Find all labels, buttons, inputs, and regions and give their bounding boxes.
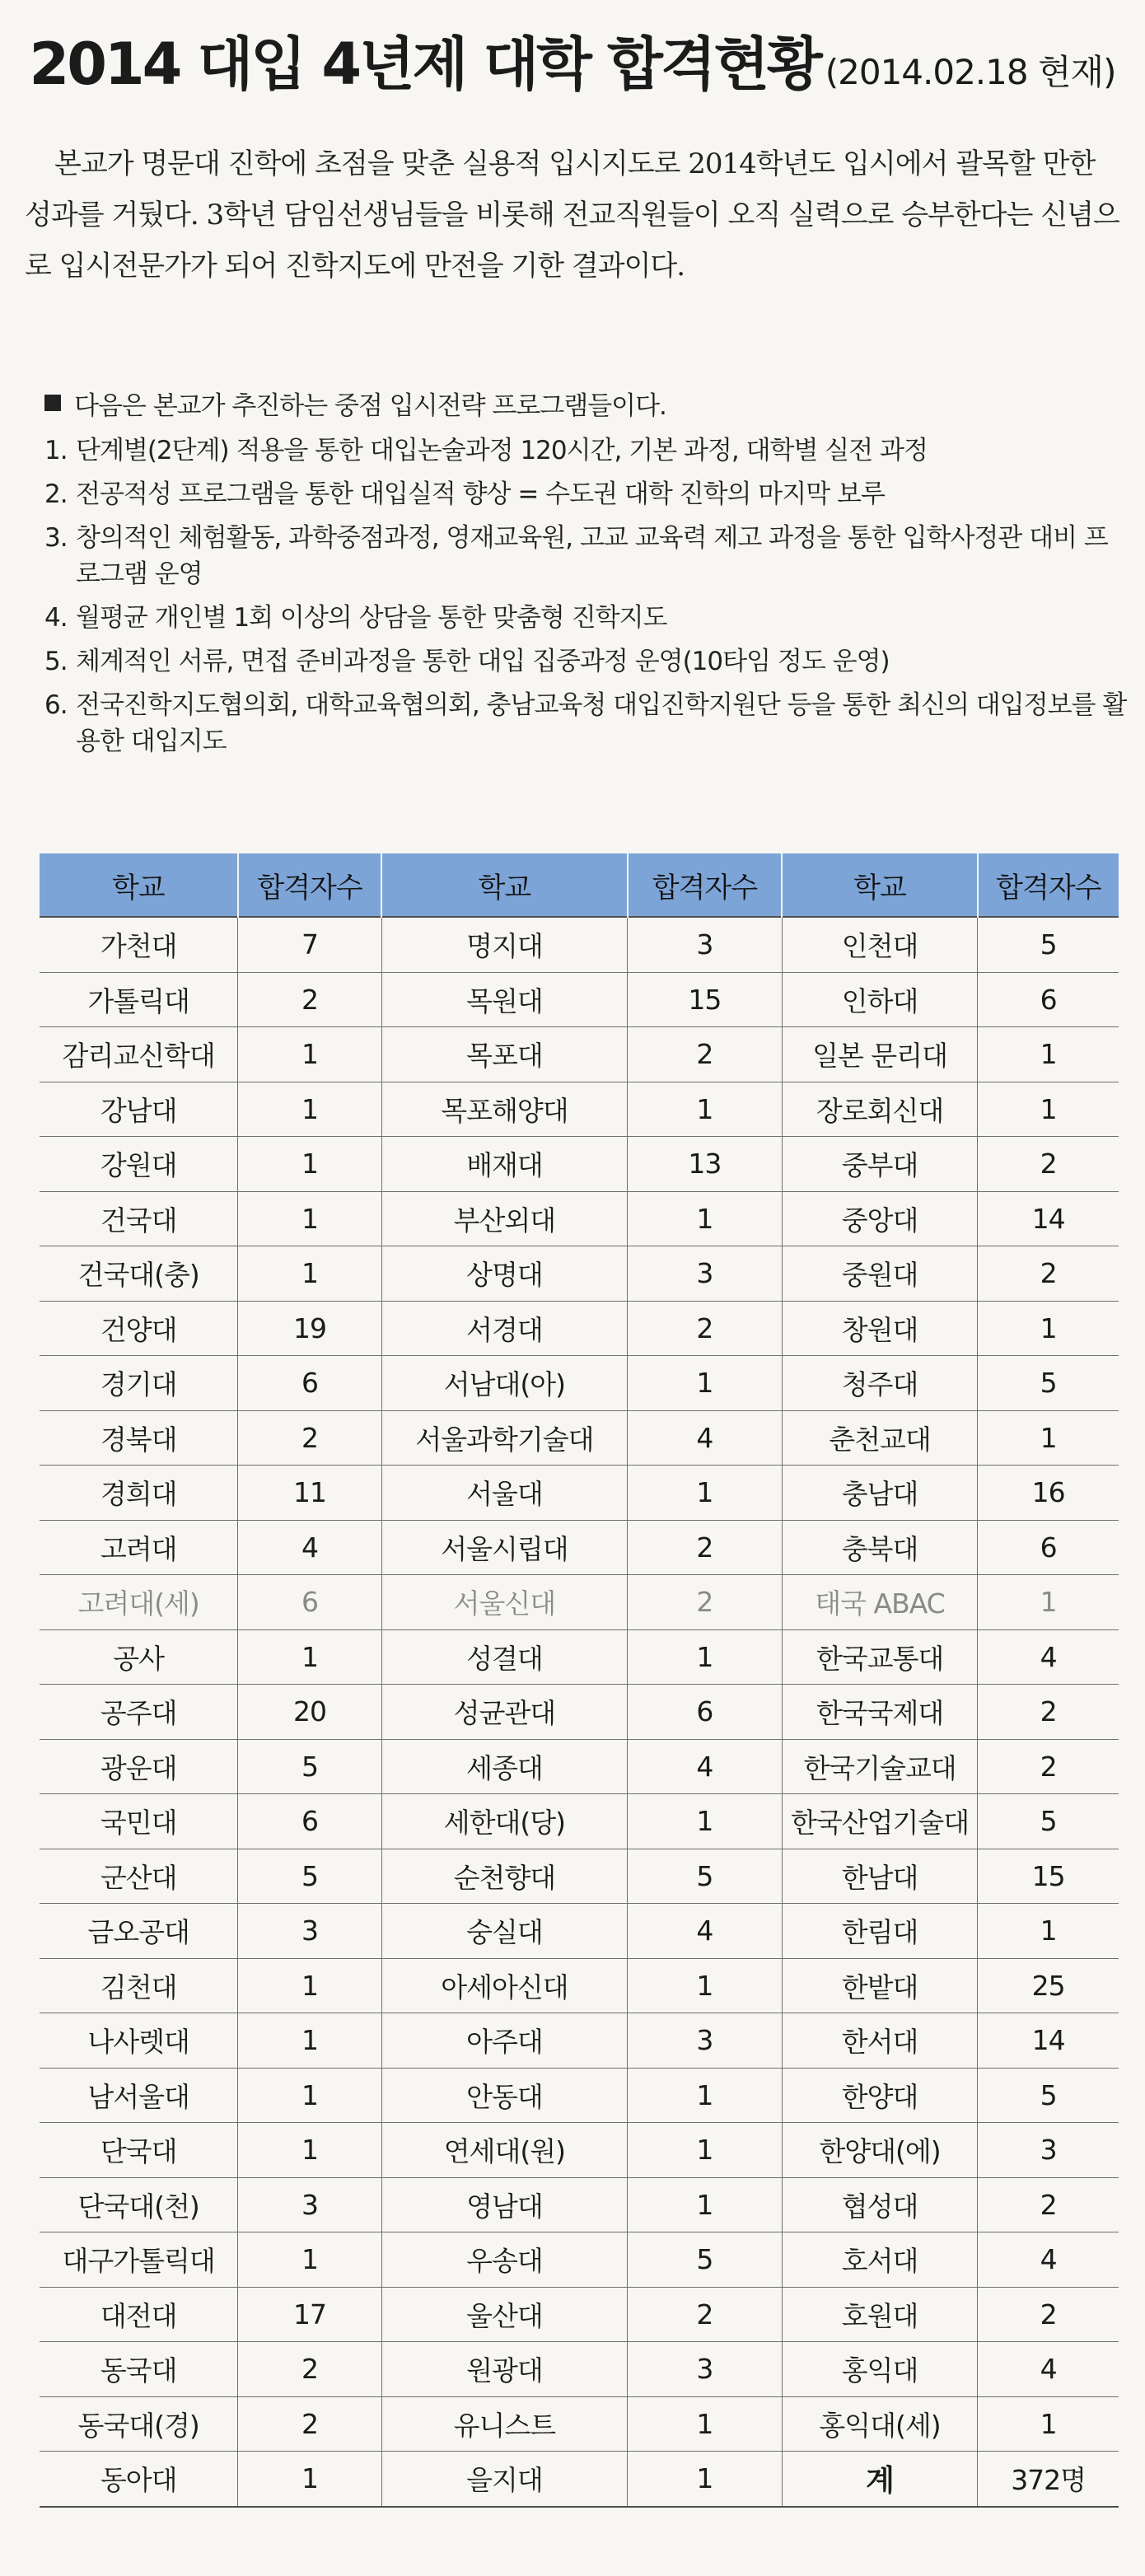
count-cell: 16 (978, 1466, 1119, 1521)
title-main: 2014 대입 4년제 대학 합격현황 (29, 30, 820, 98)
school-cell: 성결대 (381, 1629, 627, 1685)
count-cell: 1 (628, 1356, 783, 1411)
school-cell: 감리교신학대 (40, 1027, 238, 1082)
admissions-table (40, 853, 1119, 2508)
table-row (40, 1575, 1119, 1630)
count-cell: 2 (978, 1685, 1119, 1740)
table-row (40, 1520, 1119, 1575)
school-cell: 경기대 (40, 1356, 238, 1411)
school-cell: 국민대 (40, 1794, 238, 1849)
table-row (40, 2287, 1119, 2342)
count-cell: 4 (978, 2342, 1119, 2397)
title-date: (2014.02.18 현재) (825, 52, 1116, 92)
school-cell: 공주대 (40, 1685, 238, 1740)
school-cell: 대전대 (40, 2287, 238, 2342)
count-cell: 2 (628, 1027, 783, 1082)
program-number: 4. (44, 603, 68, 633)
count-cell: 2 (978, 1246, 1119, 1302)
school-cell: 강남대 (40, 1082, 238, 1137)
school-cell: 호서대 (782, 2232, 977, 2288)
admissions-table-wrap (40, 853, 1119, 2508)
school-cell: 목원대 (381, 972, 627, 1027)
school-cell: 일본 문리대 (782, 1027, 977, 1082)
table-row (40, 1849, 1119, 1904)
school-cell: 안동대 (381, 2068, 627, 2123)
school-cell: 단국대 (40, 2123, 238, 2178)
table-row (40, 1301, 1119, 1356)
count-cell: 5 (628, 1849, 783, 1904)
school-cell: 한국교통대 (782, 1629, 977, 1685)
count-cell: 5 (978, 2068, 1119, 2123)
school-cell: 고려대(세) (40, 1575, 238, 1630)
school-cell: 원광대 (381, 2342, 627, 2397)
page-title (0, 18, 1145, 115)
count-cell: 3 (628, 2342, 783, 2397)
program-item (44, 476, 1128, 512)
count-cell: 1 (628, 2177, 783, 2232)
table-row (40, 1739, 1119, 1794)
program-item (44, 432, 1128, 469)
count-cell: 5 (628, 2232, 783, 2288)
school-cell: 대구가톨릭대 (40, 2232, 238, 2288)
school-cell: 호원대 (782, 2287, 977, 2342)
count-cell: 2 (238, 2342, 382, 2397)
count-cell: 3 (238, 2177, 382, 2232)
count-cell: 15 (978, 1849, 1119, 1904)
program-number: 5. (44, 647, 68, 676)
col-header-school: 학교 (40, 853, 238, 917)
count-cell: 2 (238, 2396, 382, 2452)
school-cell: 장로회신대 (782, 1082, 977, 1137)
school-cell: 단국대(천) (40, 2177, 238, 2232)
school-cell: 서경대 (381, 1301, 627, 1356)
count-cell: 1 (238, 1191, 382, 1246)
table-row (40, 1904, 1119, 1959)
school-cell: 건국대(충) (40, 1246, 238, 1302)
school-cell: 부산외대 (381, 1191, 627, 1246)
program-text: 창의적인 체험활동, 과학중점과정, 영재교육원, 고교 교육력 제고 과정을 통한 입학사정관 대비 프로그램 운영 (76, 523, 1108, 589)
school-cell: 연세대(원) (381, 2123, 627, 2178)
table-row (40, 2232, 1119, 2288)
count-cell: 1 (978, 1575, 1119, 1630)
school-cell: 한국국제대 (782, 1685, 977, 1740)
school-cell: 강원대 (40, 1137, 238, 1192)
school-cell: 건국대 (40, 1191, 238, 1246)
count-cell: 1 (978, 1027, 1119, 1082)
col-header-count: 합격자수 (238, 853, 382, 917)
school-cell: 순천향대 (381, 1849, 627, 1904)
school-cell: 춘천교대 (782, 1410, 977, 1466)
count-cell: 3 (628, 917, 783, 972)
count-cell: 3 (978, 2123, 1119, 2178)
count-cell: 1 (238, 2123, 382, 2178)
count-cell: 372명 (978, 2452, 1119, 2507)
school-cell: 한밭대 (782, 1958, 977, 2013)
table-row (40, 1082, 1119, 1137)
count-cell: 7 (238, 917, 382, 972)
school-cell: 울산대 (381, 2287, 627, 2342)
program-text: 전공적성 프로그램을 통한 대입실적 향상 = 수도권 대학 진학의 마지막 보루 (76, 479, 885, 509)
count-cell: 2 (628, 1301, 783, 1356)
table-row (40, 1027, 1119, 1082)
count-cell: 1 (238, 1958, 382, 2013)
count-cell: 4 (238, 1520, 382, 1575)
count-cell: 1 (238, 2013, 382, 2069)
school-cell: 계 (782, 2452, 977, 2507)
table-row (40, 1958, 1119, 2013)
school-cell: 한양대(에) (782, 2123, 977, 2178)
school-cell: 김천대 (40, 1958, 238, 2013)
school-cell: 남서울대 (40, 2068, 238, 2123)
count-cell: 1 (978, 1301, 1119, 1356)
school-cell: 고려대 (40, 1520, 238, 1575)
program-item (44, 643, 1128, 680)
count-cell: 17 (238, 2287, 382, 2342)
school-cell: 한양대 (782, 2068, 977, 2123)
program-item (44, 687, 1128, 760)
count-cell: 1 (238, 1137, 382, 1192)
program-text: 체계적인 서류, 면접 준비과정을 통한 대입 집중과정 운영(10타임 정도 운영) (76, 647, 890, 676)
count-cell: 25 (978, 1958, 1119, 2013)
col-header-count: 합격자수 (978, 853, 1119, 917)
program-number: 6. (44, 690, 68, 720)
school-cell: 협성대 (782, 2177, 977, 2232)
col-header-count: 합격자수 (628, 853, 783, 917)
count-cell: 2 (628, 1575, 783, 1630)
school-cell: 동국대(경) (40, 2396, 238, 2452)
count-cell: 2 (238, 972, 382, 1027)
count-cell: 13 (628, 1137, 783, 1192)
school-cell: 서울대 (381, 1466, 627, 1521)
table-row (40, 1685, 1119, 1740)
school-cell: 금오공대 (40, 1904, 238, 1959)
col-header-school: 학교 (381, 853, 627, 917)
count-cell: 5 (238, 1849, 382, 1904)
school-cell: 건양대 (40, 1301, 238, 1356)
count-cell: 2 (978, 1137, 1119, 1192)
count-cell: 20 (238, 1685, 382, 1740)
table-row (40, 1794, 1119, 1849)
program-item (44, 600, 1128, 636)
count-cell: 1 (628, 1191, 783, 1246)
school-cell: 아주대 (381, 2013, 627, 2069)
program-number: 3. (44, 523, 68, 553)
count-cell: 1 (238, 1246, 382, 1302)
program-number: 2. (44, 479, 68, 509)
count-cell: 5 (978, 1794, 1119, 1849)
school-cell: 창원대 (782, 1301, 977, 1356)
count-cell: 1 (238, 2232, 382, 2288)
count-cell: 1 (628, 2452, 783, 2507)
table-row (40, 972, 1119, 1027)
school-cell: 한남대 (782, 1849, 977, 1904)
table-row (40, 1246, 1119, 1302)
count-cell: 3 (628, 2013, 783, 2069)
school-cell: 숭실대 (381, 1904, 627, 1959)
count-cell: 3 (238, 1904, 382, 1959)
square-bullet-icon (44, 395, 61, 411)
school-cell: 한국산업기술대 (782, 1794, 977, 1849)
school-cell: 아세아신대 (381, 1958, 627, 2013)
count-cell: 1 (628, 2396, 783, 2452)
school-cell: 중원대 (782, 1246, 977, 1302)
count-cell: 2 (628, 2287, 783, 2342)
school-cell: 충북대 (782, 1520, 977, 1575)
school-cell: 가천대 (40, 917, 238, 972)
school-cell: 공사 (40, 1629, 238, 1685)
school-cell: 영남대 (381, 2177, 627, 2232)
count-cell: 6 (238, 1575, 382, 1630)
count-cell: 1 (628, 1794, 783, 1849)
count-cell: 6 (238, 1794, 382, 1849)
count-cell: 6 (978, 972, 1119, 1027)
school-cell: 명지대 (381, 917, 627, 972)
school-cell: 가톨릭대 (40, 972, 238, 1027)
program-text: 전국진학지도협의회, 대학교육협의회, 충남교육청 대입진학지원단 등을 통한 최신의 대입정보를 활용한 대입지도 (76, 690, 1127, 756)
table-row (40, 2068, 1119, 2123)
table-body (40, 917, 1119, 2507)
program-text: 단계별(2단계) 적용을 통한 대입논술과정 120시간, 기본 과정, 대학별 실전 과정 (76, 436, 928, 465)
school-cell: 을지대 (381, 2452, 627, 2507)
intro-paragraph: 본교가 명문대 진학에 초점을 맞춘 실용적 입시지도로 2014학년도 입시에서 괄목할 만한 성과를 거뒀다. 3학년 담임선생님들을 비롯해 전교직원들이 오직 실력으로 승부한다는 신념으로 입시전문가가 되어 진학지도에 만전을 기한 결과이다. (25, 147, 1119, 283)
count-cell: 1 (628, 1082, 783, 1137)
count-cell: 4 (978, 1629, 1119, 1685)
col-header-school: 학교 (782, 853, 977, 917)
table-row (40, 2177, 1119, 2232)
count-cell: 1 (238, 2452, 382, 2507)
count-cell: 6 (628, 1685, 783, 1740)
count-cell: 5 (978, 917, 1119, 972)
count-cell: 5 (238, 1739, 382, 1794)
school-cell: 상명대 (381, 1246, 627, 1302)
school-cell: 태국 ABAC (782, 1575, 977, 1630)
programs-heading (44, 381, 1128, 425)
program-text: 월평균 개인별 1회 이상의 상담을 통한 맞춤형 진학지도 (76, 603, 667, 633)
school-cell: 중앙대 (782, 1191, 977, 1246)
school-cell: 동아대 (40, 2452, 238, 2507)
school-cell: 동국대 (40, 2342, 238, 2397)
school-cell: 중부대 (782, 1137, 977, 1192)
table-row (40, 1466, 1119, 1521)
table-row (40, 1410, 1119, 1466)
school-cell: 인천대 (782, 917, 977, 972)
count-cell: 2 (978, 2287, 1119, 2342)
count-cell: 1 (628, 1466, 783, 1521)
count-cell: 1 (978, 1082, 1119, 1137)
school-cell: 경북대 (40, 1410, 238, 1466)
count-cell: 4 (978, 2232, 1119, 2288)
count-cell: 4 (628, 1739, 783, 1794)
school-cell: 인하대 (782, 972, 977, 1027)
count-cell: 6 (978, 1520, 1119, 1575)
school-cell: 성균관대 (381, 1685, 627, 1740)
count-cell: 1 (628, 1958, 783, 2013)
table-row (40, 1137, 1119, 1192)
count-cell: 14 (978, 2013, 1119, 2069)
school-cell: 목포해양대 (381, 1082, 627, 1137)
school-cell: 홍익대(세) (782, 2396, 977, 2452)
table-row (40, 2396, 1119, 2452)
school-cell: 세종대 (381, 1739, 627, 1794)
count-cell: 1 (238, 1027, 382, 1082)
count-cell: 1 (978, 2396, 1119, 2452)
table-header-row (40, 853, 1119, 917)
school-cell: 충남대 (782, 1466, 977, 1521)
table-row (40, 2342, 1119, 2397)
count-cell: 11 (238, 1466, 382, 1521)
table-row (40, 2013, 1119, 2069)
count-cell: 2 (978, 1739, 1119, 1794)
count-cell: 1 (238, 1082, 382, 1137)
count-cell: 4 (628, 1904, 783, 1959)
school-cell: 우송대 (381, 2232, 627, 2288)
school-cell: 한림대 (782, 1904, 977, 1959)
programs-heading-text: 다음은 본교가 추진하는 중점 입시전략 프로그램들이다. (74, 390, 666, 421)
programs-section (44, 381, 1128, 760)
school-cell: 서울신대 (381, 1575, 627, 1630)
table-row (40, 1629, 1119, 1685)
school-cell: 목포대 (381, 1027, 627, 1082)
school-cell: 경희대 (40, 1466, 238, 1521)
school-cell: 한국기술교대 (782, 1739, 977, 1794)
table-row (40, 1191, 1119, 1246)
count-cell: 15 (628, 972, 783, 1027)
count-cell: 2 (978, 2177, 1119, 2232)
count-cell: 3 (628, 1246, 783, 1302)
count-cell: 4 (628, 1410, 783, 1466)
count-cell: 1 (978, 1410, 1119, 1466)
programs-list (44, 432, 1128, 760)
school-cell: 서울시립대 (381, 1520, 627, 1575)
count-cell: 14 (978, 1191, 1119, 1246)
school-cell: 나사렛대 (40, 2013, 238, 2069)
count-cell: 2 (628, 1520, 783, 1575)
school-cell: 세한대(당) (381, 1794, 627, 1849)
school-cell: 유니스트 (381, 2396, 627, 2452)
count-cell: 1 (628, 2123, 783, 2178)
count-cell: 5 (978, 1356, 1119, 1411)
program-number: 1. (44, 436, 68, 465)
school-cell: 서울과학기술대 (381, 1410, 627, 1466)
school-cell: 청주대 (782, 1356, 977, 1411)
count-cell: 2 (238, 1410, 382, 1466)
count-cell: 1 (978, 1904, 1119, 1959)
count-cell: 1 (238, 1629, 382, 1685)
count-cell: 1 (238, 2068, 382, 2123)
school-cell: 서남대(아) (381, 1356, 627, 1411)
table-row (40, 1356, 1119, 1411)
table-row (40, 2123, 1119, 2178)
count-cell: 19 (238, 1301, 382, 1356)
count-cell: 1 (628, 1629, 783, 1685)
school-cell: 군산대 (40, 1849, 238, 1904)
school-cell: 배재대 (381, 1137, 627, 1192)
count-cell: 1 (628, 2068, 783, 2123)
table-row (40, 917, 1119, 972)
table-row (40, 2452, 1119, 2507)
school-cell: 한서대 (782, 2013, 977, 2069)
count-cell: 6 (238, 1356, 382, 1411)
school-cell: 광운대 (40, 1739, 238, 1794)
school-cell: 홍익대 (782, 2342, 977, 2397)
program-item (44, 520, 1128, 592)
